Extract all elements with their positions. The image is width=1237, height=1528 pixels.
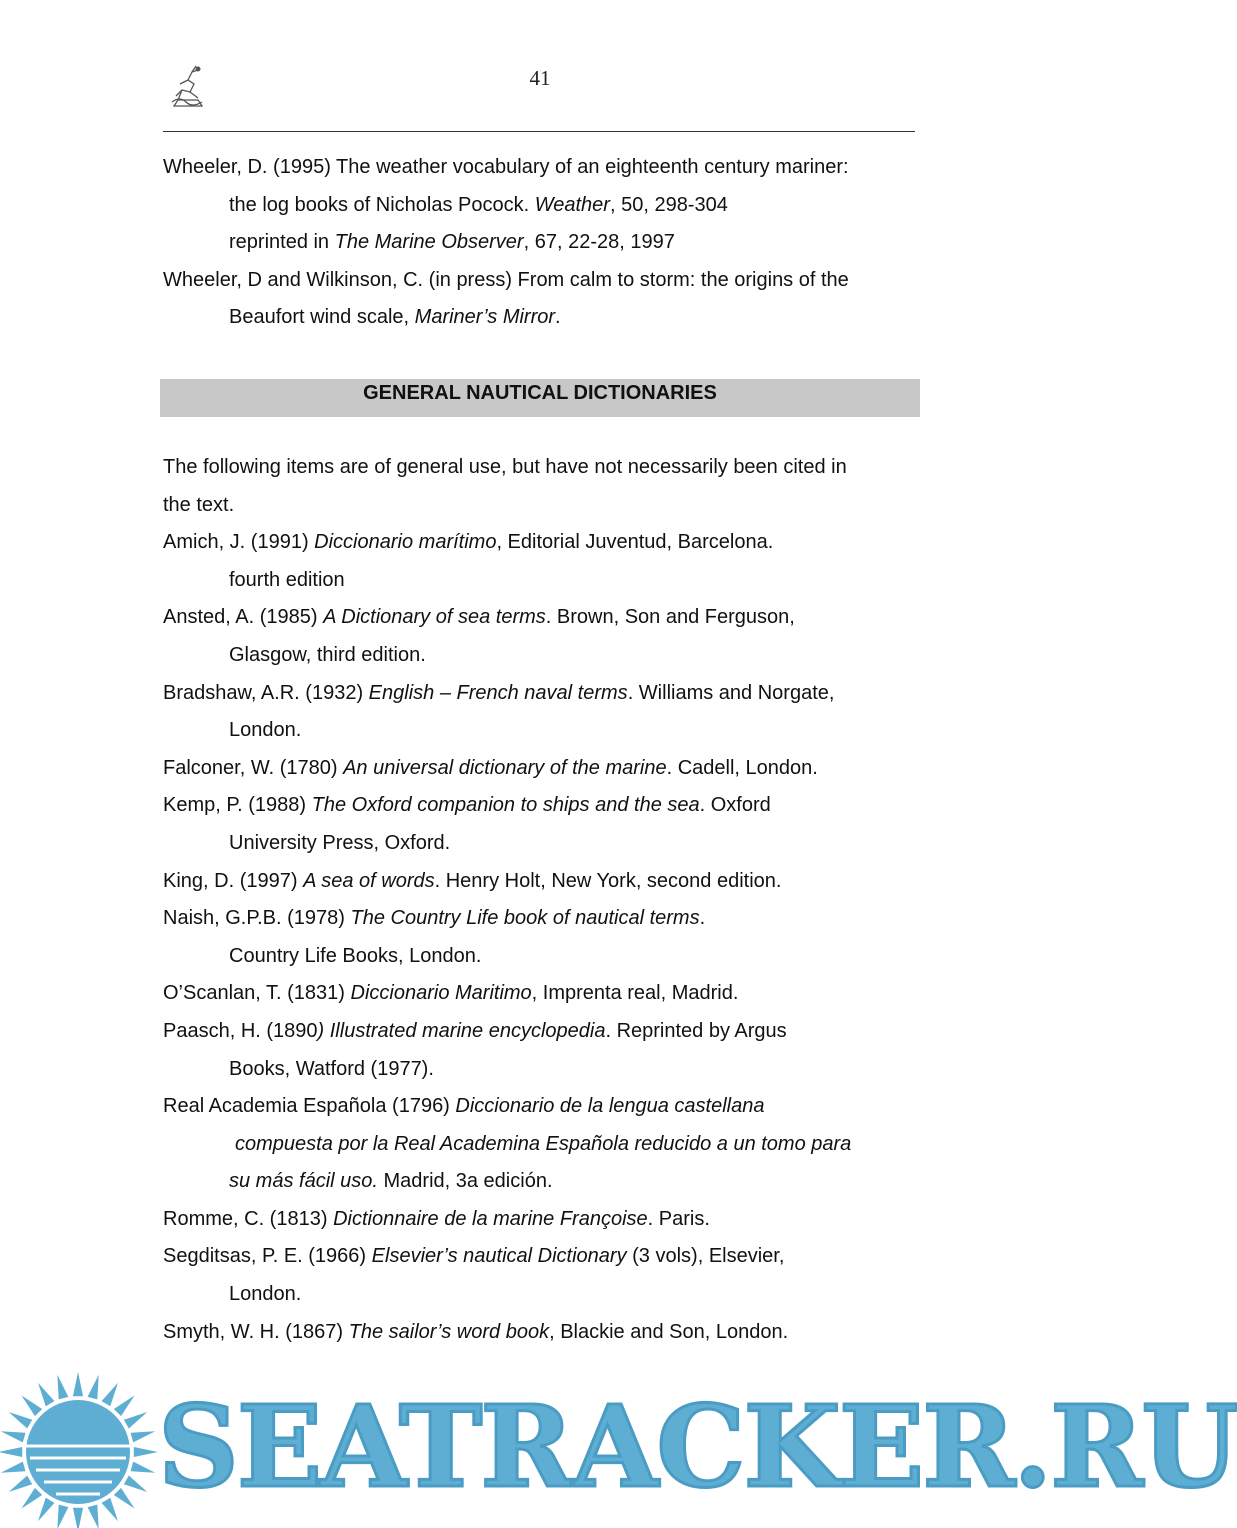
reference-line [163, 224, 923, 262]
sun-ray [1, 1462, 26, 1473]
sun-ray [134, 1447, 158, 1457]
reference-text: . Reprinted by Argus [605, 1019, 787, 1042]
sun-ray [1, 1431, 26, 1442]
reference-title: The Country Life book of nautical terms [350, 907, 700, 930]
reference-line [163, 787, 923, 825]
sun-ray [102, 1498, 118, 1521]
reference-list [163, 524, 923, 1351]
reference-text: Falconer, W. (1780) [163, 756, 344, 779]
reference-title: A Dictionary of sea terms [323, 606, 546, 629]
reference-entry [163, 1314, 923, 1352]
sun-ray [88, 1505, 99, 1528]
reference-title: The sailor’s word book [348, 1320, 550, 1343]
sun-ray [57, 1375, 68, 1400]
reference-text: Paasch, H. (1890 [163, 1019, 318, 1042]
reference-text: Amich, J. (1991) [163, 531, 315, 554]
reference-text: . [699, 907, 706, 930]
sun-ray [73, 1372, 83, 1396]
reference-entry [163, 900, 923, 975]
sun-ray [114, 1395, 135, 1416]
sun-ray [124, 1476, 147, 1492]
reference-line [163, 524, 923, 562]
reference-entry [163, 1238, 923, 1313]
reference-text: . Williams and Norgate, [627, 681, 835, 704]
reference-line [163, 1201, 923, 1239]
reference-entry [163, 975, 923, 1013]
reference-line [163, 1088, 923, 1126]
sun-ray [21, 1395, 42, 1416]
reference-line [163, 938, 923, 976]
reference-text: Books, Watford (1977). [229, 1057, 434, 1080]
reference-entry [163, 787, 923, 862]
reference-text: Naish, G.P.B. (1978) [163, 907, 351, 930]
reference-text: fourth edition [229, 568, 345, 591]
reference-line [163, 637, 923, 675]
reference-text: Segditsas, P. E. (1966) [163, 1245, 372, 1268]
reference-text: Wheeler, D. (1995) The weather vocabulary of an eighteenth century mariner: [163, 156, 849, 178]
intro-line: the text. [163, 493, 235, 516]
reference-line [163, 599, 923, 637]
sun-ray [73, 1508, 83, 1528]
reference-text: Real Academia Española (1796) [163, 1095, 456, 1118]
reference-line [163, 1051, 923, 1089]
reference-text: London. [229, 1283, 302, 1306]
reference-text: reprinted in [229, 231, 335, 254]
reference-text: , Blackie and Son, London. [549, 1320, 789, 1343]
reference-entry [163, 750, 923, 788]
reference-text: Beaufort wind scale, [229, 306, 415, 329]
reference-text: Bradshaw, A.R. (1932) [163, 681, 369, 704]
reference-text: Smyth, W. H. (1867) [163, 1320, 349, 1343]
reference-line [163, 562, 923, 600]
reference-text: Country Life Books, London. [229, 944, 482, 967]
sun-ray [21, 1488, 42, 1509]
sun-ray [9, 1412, 32, 1428]
sun-ray [102, 1383, 118, 1406]
reference-title: Dictionnaire de la marine Françoise [333, 1207, 648, 1230]
header-rule [163, 131, 915, 132]
reference-line [163, 299, 923, 337]
reference-text: , Imprenta real, Madrid. [531, 982, 739, 1005]
watermark-text: SEATRACKER.RU [158, 1382, 1237, 1513]
reference-text: . Cadell, London. [666, 756, 818, 779]
reference-entry [163, 1201, 923, 1239]
sun-ray [131, 1431, 156, 1442]
sun-ray [131, 1462, 156, 1473]
sun-ray [114, 1488, 135, 1509]
reference-line [163, 1163, 923, 1201]
reference-title: An universal dictionary of the marine [343, 756, 667, 779]
reference-text: O’Scanlan, T. (1831) [163, 982, 351, 1005]
reference-title: Elsevier’s nautical Dictionary [371, 1245, 627, 1268]
reference-entry [163, 1013, 923, 1088]
reference-text: (3 vols), Elsevier, [626, 1245, 785, 1268]
reference-entry [163, 262, 923, 337]
intro-line: The following items are of general use, but have not necessarily been cited in [163, 456, 847, 478]
reference-text: Romme, C. (1813) [163, 1207, 334, 1230]
reference-text: Ansted, A. (1985) [163, 606, 324, 629]
reference-entry [163, 524, 923, 599]
reference-text: Wheeler, D and Wilkinson, C. (in press) From calm to storm: the origins of the [163, 268, 849, 291]
reference-title: Diccionario marítimo [314, 531, 497, 554]
reference-text: London. [229, 719, 302, 742]
reference-text: . Brown, Son and Ferguson, [545, 606, 795, 629]
sun-ray [9, 1476, 32, 1492]
reference-line [163, 1314, 923, 1352]
reference-text: . Paris. [647, 1207, 710, 1230]
reference-title: A sea of words [303, 869, 435, 892]
reference-line [163, 712, 923, 750]
reference-entry [163, 149, 923, 262]
reference-line [163, 1013, 923, 1051]
reference-entry [163, 599, 923, 674]
reference-line [163, 975, 923, 1013]
reference-title: The Marine Observer [334, 231, 524, 254]
dictionary-list [163, 449, 923, 1351]
reference-text: Kemp, P. (1988) [163, 794, 312, 817]
reference-title: su más fácil uso. [229, 1170, 378, 1193]
reference-text: . Oxford [699, 794, 771, 817]
reference-text: , 67, 22-28, 1997 [523, 231, 675, 254]
reference-line [163, 863, 923, 901]
page-number: 41 [529, 66, 551, 90]
sun-ray [88, 1375, 99, 1400]
reference-title: Diccionario Maritimo [350, 982, 532, 1005]
sun-ray [38, 1498, 54, 1521]
reference-title: Weather [534, 193, 610, 216]
reference-text: , Editorial Juventud, Barcelona. [496, 531, 774, 554]
reference-title: compuesta por la Real Academina Española reducido a un tomo para [235, 1132, 852, 1155]
reference-text: the log books of Nicholas Pocock. [229, 193, 535, 216]
reference-line [163, 675, 923, 713]
reference-line [163, 149, 923, 187]
reference-text: King, D. (1997) [163, 869, 304, 892]
reference-line [163, 900, 923, 938]
reference-line [163, 1238, 923, 1276]
reference-entry [163, 675, 923, 750]
reference-text: . [555, 306, 561, 329]
reference-title: Mariner’s Mirror [414, 306, 556, 329]
reference-line [163, 1126, 923, 1164]
reference-line [163, 1276, 923, 1314]
reference-title: ) Illustrated marine encyclopedia [317, 1019, 606, 1042]
reference-text: , 50, 298-304 [609, 193, 728, 216]
references-top [163, 149, 923, 337]
reference-title: English – French naval terms [368, 681, 628, 704]
reference-title: The Oxford companion to ships and the sea [311, 794, 700, 817]
reference-text: University Press, Oxford. [229, 831, 451, 854]
reference-text: . Henry Holt, New York, second edition. [434, 869, 782, 892]
sun-ray [124, 1412, 147, 1428]
sun-ray [0, 1447, 22, 1457]
section-title: GENERAL NAUTICAL DICTIONARIES [363, 382, 717, 404]
reference-line [163, 262, 923, 300]
sun-ray [57, 1505, 68, 1528]
reference-line [163, 187, 923, 225]
reference-text: Madrid, 3a edición. [377, 1170, 553, 1193]
reference-entry [163, 1088, 923, 1201]
reference-entry [163, 863, 923, 901]
sun-ray [38, 1383, 54, 1406]
reference-line [163, 825, 923, 863]
reference-text: Glasgow, third edition. [229, 643, 426, 666]
reference-line [163, 750, 923, 788]
reference-title: Diccionario de la lengua castellana [455, 1095, 765, 1118]
